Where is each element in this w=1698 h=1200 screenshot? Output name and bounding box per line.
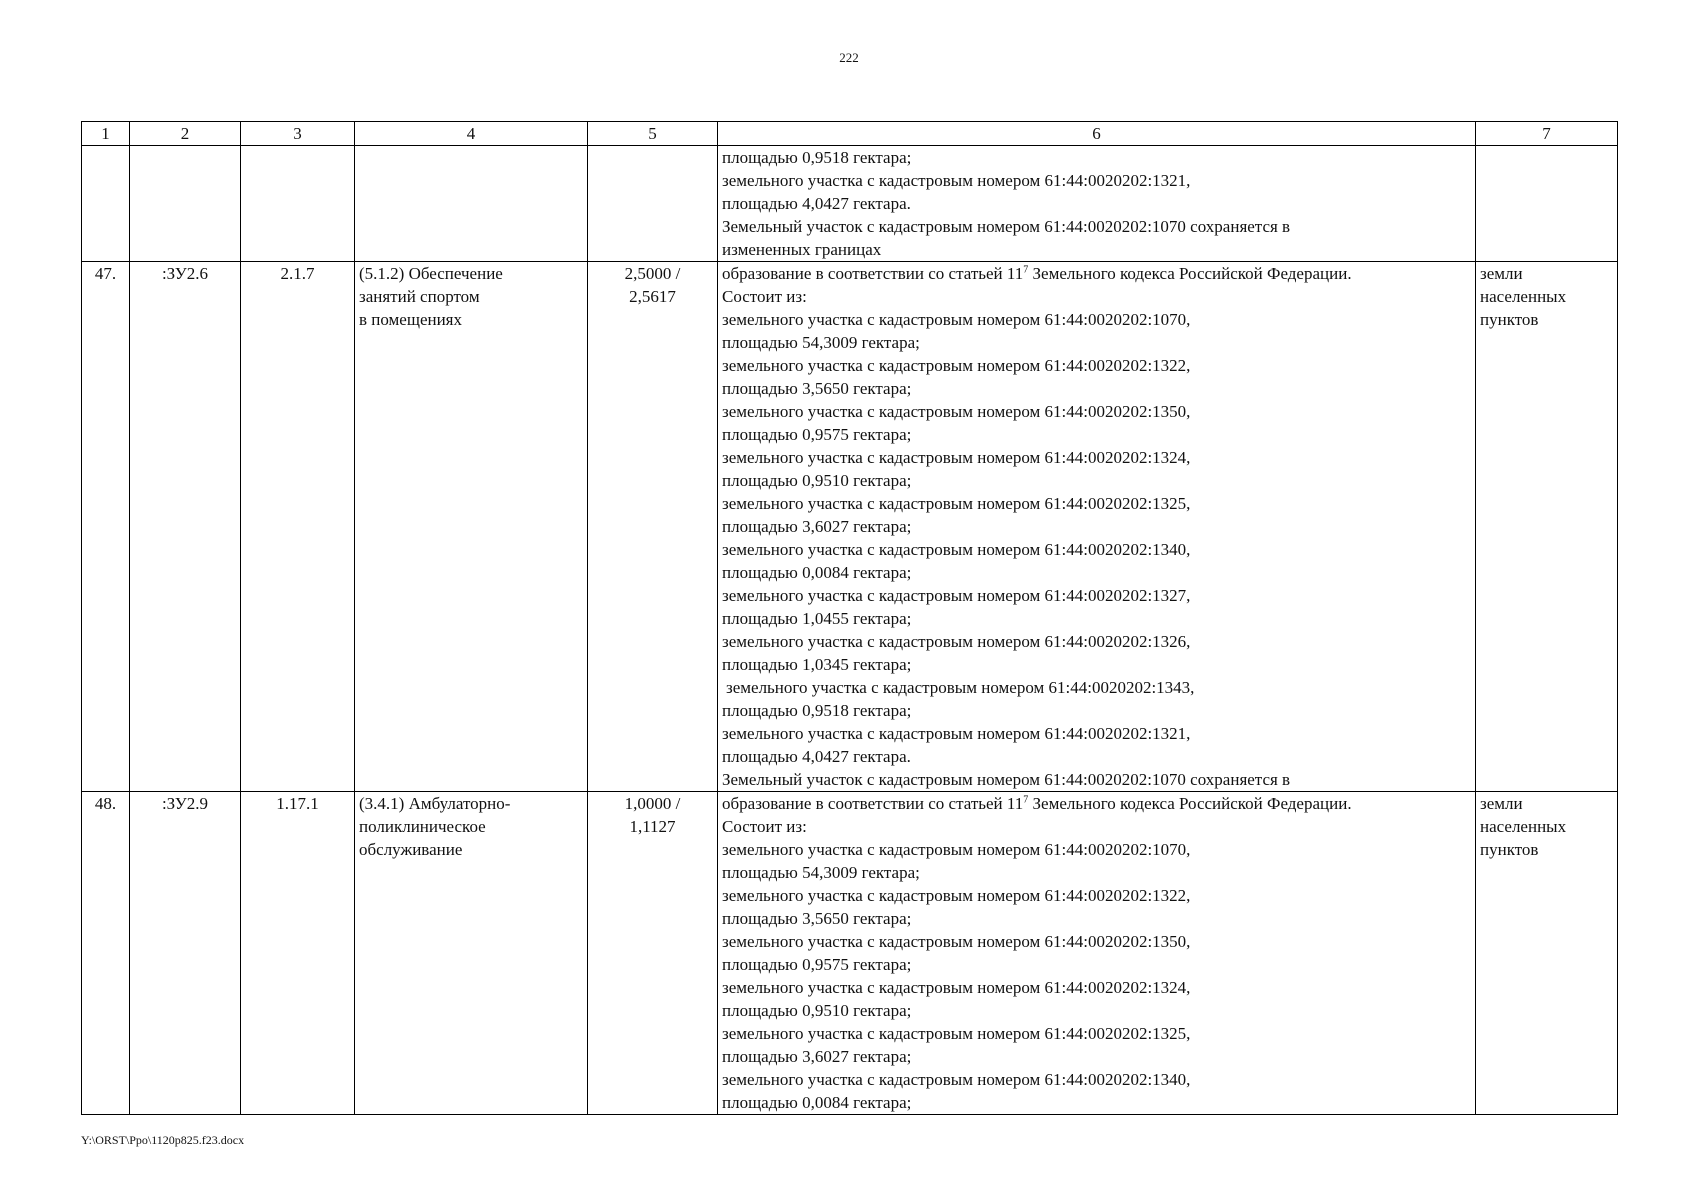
area-line: 2,5617	[629, 287, 676, 306]
description-line: Состоит из:	[722, 817, 807, 836]
permitted-use-cell	[355, 792, 588, 1115]
description-line: земельного участка с кадастровым номером 61:44:0020202:1343,	[726, 678, 1195, 697]
description-line: площадью 4,0427 гектара.	[722, 747, 911, 766]
description-line: площадью 0,9510 гектара;	[722, 1001, 912, 1020]
description-line: земельного участка с кадастровым номером 61:44:0020202:1350,	[722, 932, 1191, 951]
description-line: Земельный участок с кадастровым номером 61:44:0020202:1070 сохраняется в	[722, 770, 1291, 789]
subsection-cell: 1.17.1	[241, 792, 355, 1115]
description-line: земельного участка с кадастровым номером 61:44:0020202:1070,	[722, 840, 1191, 859]
description-line: Состоит из:	[722, 287, 807, 306]
description-text: образование в соответствии со статьей 11	[722, 794, 1024, 813]
column-header-1: 1	[82, 122, 130, 146]
table-row	[82, 262, 1618, 792]
land-category-line: земли	[1480, 794, 1523, 813]
description-line: площадью 3,6027 гектара;	[722, 1047, 912, 1066]
column-header-2: 2	[130, 122, 241, 146]
area-line: 1,1127	[629, 817, 676, 836]
description-line: площадью 54,3009 гектара;	[722, 333, 920, 352]
land-category-cell	[1476, 792, 1618, 1115]
description-line: земельного участка с кадастровым номером 61:44:0020202:1321,	[722, 724, 1191, 743]
plot-code-cell: :ЗУ2.6	[130, 262, 241, 792]
land-plots-table	[81, 121, 1618, 1115]
plot-code-cell	[130, 146, 241, 262]
description-first-line	[722, 262, 1471, 285]
table-row	[82, 146, 1618, 262]
description-line: земельного участка с кадастровым номером 61:44:0020202:1327,	[722, 586, 1191, 605]
description-line: земельного участка с кадастровым номером 61:44:0020202:1326,	[722, 632, 1191, 651]
description-line: земельного участка с кадастровым номером 61:44:0020202:1070,	[722, 310, 1191, 329]
file-path-footer: Y:\ORST\Ppo\1120p825.f23.docx	[81, 1133, 245, 1147]
column-header-7: 7	[1476, 122, 1618, 146]
permitted-use-cell	[355, 146, 588, 262]
land-category-line: населенных	[1480, 287, 1567, 306]
description-text: Земельного кодекса Российской Федерации.	[1028, 794, 1352, 813]
land-category-line: населенных	[1480, 817, 1567, 836]
description-line: площадью 0,9518 гектара;	[722, 148, 912, 167]
description-line: площадью 3,5650 гектара;	[722, 379, 912, 398]
description-line: площадью 0,9518 гектара;	[722, 701, 912, 720]
description-line: земельного участка с кадастровым номером 61:44:0020202:1350,	[722, 402, 1191, 421]
description-line: земельного участка с кадастровым номером 61:44:0020202:1324,	[722, 978, 1191, 997]
description-line: площадью 0,0084 гектара;	[722, 1093, 912, 1112]
description-line: земельного участка с кадастровым номером 61:44:0020202:1322,	[722, 886, 1191, 905]
permitted-use-line: поликлиническое	[359, 817, 486, 836]
superscript: 7	[1023, 264, 1029, 276]
land-category-line: пунктов	[1480, 840, 1539, 859]
row-number-cell	[82, 146, 130, 262]
description-cell	[718, 792, 1476, 1115]
description-line: Земельный участок с кадастровым номером 61:44:0020202:1070 сохраняется в	[722, 217, 1291, 236]
description-line: земельного участка с кадастровым номером 61:44:0020202:1340,	[722, 1070, 1191, 1089]
description-line: площадью 1,0455 гектара;	[722, 609, 912, 628]
description-line: площадью 1,0345 гектара;	[722, 655, 912, 674]
description-line: земельного участка с кадастровым номером 61:44:0020202:1325,	[722, 494, 1191, 513]
column-header-3: 3	[241, 122, 355, 146]
land-category-line: пунктов	[1480, 310, 1539, 329]
description-line: земельного участка с кадастровым номером 61:44:0020202:1324,	[722, 448, 1191, 467]
description-line: земельного участка с кадастровым номером 61:44:0020202:1340,	[722, 540, 1191, 559]
table-row	[82, 792, 1618, 1115]
description-line: площадью 0,9575 гектара;	[722, 955, 912, 974]
permitted-use-line: (5.1.2) Обеспечение	[359, 264, 503, 283]
description-first-line	[722, 792, 1471, 815]
land-category-cell	[1476, 146, 1618, 262]
description-line: земельного участка с кадастровым номером 61:44:0020202:1321,	[722, 171, 1191, 190]
land-category-cell	[1476, 262, 1618, 792]
area-cell	[588, 262, 718, 792]
page-number: 222	[839, 50, 859, 65]
subsection-cell	[241, 146, 355, 262]
column-header-6: 6	[718, 122, 1476, 146]
permitted-use-cell	[355, 262, 588, 792]
description-cell	[718, 262, 1476, 792]
description-line: площадью 3,5650 гектара;	[722, 909, 912, 928]
column-header-5: 5	[588, 122, 718, 146]
area-cell	[588, 792, 718, 1115]
plot-code-cell: :ЗУ2.9	[130, 792, 241, 1115]
land-category-line: земли	[1480, 264, 1523, 283]
permitted-use-line: занятий спортом	[359, 287, 480, 306]
column-header-4: 4	[355, 122, 588, 146]
description-line: площадью 3,6027 гектара;	[722, 517, 912, 536]
description-line: земельного участка с кадастровым номером 61:44:0020202:1325,	[722, 1024, 1191, 1043]
area-cell	[588, 146, 718, 262]
description-cell	[718, 146, 1476, 262]
description-line: земельного участка с кадастровым номером 61:44:0020202:1322,	[722, 356, 1191, 375]
subsection-cell: 2.1.7	[241, 262, 355, 792]
permitted-use-line: (3.4.1) Амбулаторно-	[359, 794, 511, 813]
column-number-row	[82, 122, 1618, 146]
area-line: 2,5000 /	[624, 264, 681, 283]
description-line: площадью 0,9510 гектара;	[722, 471, 912, 490]
description-line: площадью 54,3009 гектара;	[722, 863, 920, 882]
description-text: Земельного кодекса Российской Федерации.	[1028, 264, 1352, 283]
description-line: площадью 0,0084 гектара;	[722, 563, 912, 582]
row-number-cell: 48.	[82, 792, 130, 1115]
permitted-use-line: обслуживание	[359, 840, 463, 859]
description-line: площадью 4,0427 гектара.	[722, 194, 911, 213]
description-text: образование в соответствии со статьей 11	[722, 264, 1024, 283]
description-line: площадью 0,9575 гектара;	[722, 425, 912, 444]
description-line: измененных границах	[722, 240, 882, 259]
area-line: 1,0000 /	[624, 794, 681, 813]
permitted-use-line: в помещениях	[359, 310, 463, 329]
superscript: 7	[1023, 794, 1029, 806]
row-number-cell: 47.	[82, 262, 130, 792]
